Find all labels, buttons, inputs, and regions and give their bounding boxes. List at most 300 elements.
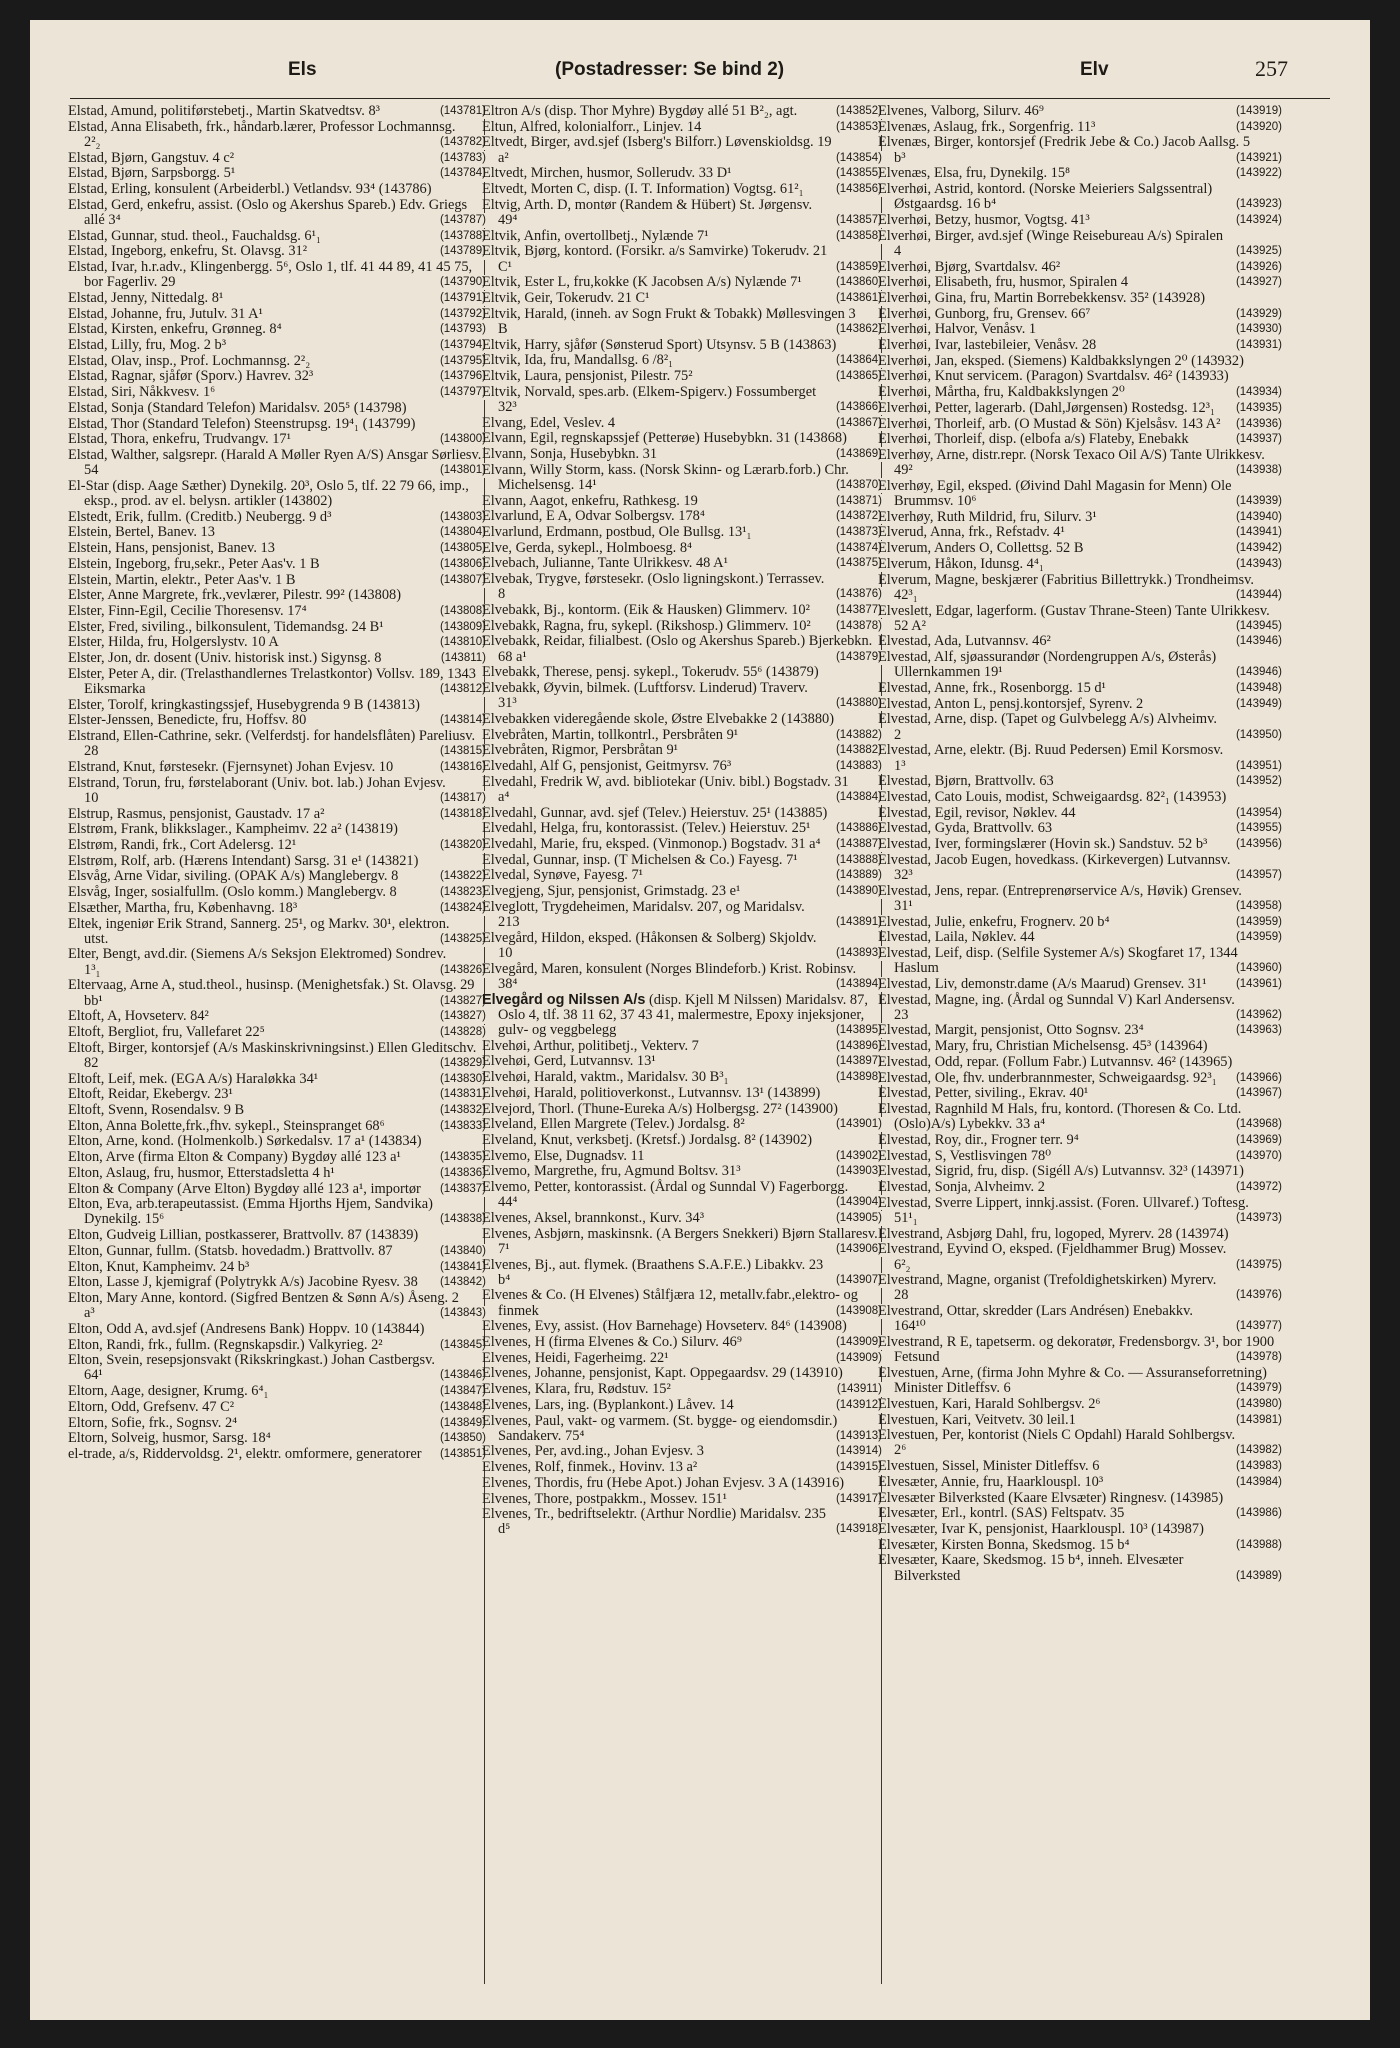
entry-text: Elton, Gudveig Lillian, postkasserer, Brattvollv. 87 (143839) <box>68 1227 419 1244</box>
entry-number: (143860) <box>833 275 882 290</box>
entry-spacer <box>98 790 156 806</box>
entry-text: Elvestad, Sverre Lippert, innkj.assist. (Foren. Ullvaref.) Toftesg. 51¹₁ <box>878 1194 1249 1226</box>
directory-entry <box>68 182 486 197</box>
entry-text: Elverhøi, Birger, avd.sjef (Winge Reisebureau A/s) Spiralen 4 <box>878 227 1224 259</box>
entry-text: Eltvik, Laura, pensjonist, Pilestr. 75² <box>482 367 693 384</box>
directory-entry <box>878 993 1282 1023</box>
entry-number: (143955) <box>1233 821 1282 836</box>
entry-text: Elvehøi, Arthur, politibetj., Vekterv. 7 <box>482 1037 699 1054</box>
directory-entry <box>68 620 486 635</box>
entry-number: (143952) <box>1233 774 1282 789</box>
entry-text: Elvenes, Lars, ing. (Byplankont.) Låvev. 14 <box>482 1396 734 1413</box>
directory-entry <box>68 1150 486 1165</box>
directory-entry <box>68 838 486 853</box>
entry-text: Elvenes, Paul, vakt- og varmem. (St. bygge- og eiendomsdir.) Sandakerv. 75⁴ <box>482 1412 838 1444</box>
directory-entry <box>482 1133 882 1148</box>
entry-spacer <box>313 368 371 384</box>
entry-number: (143883) <box>833 759 882 774</box>
entry-spacer <box>1095 119 1153 135</box>
entry-spacer <box>1124 1505 1182 1521</box>
directory-entry <box>482 541 882 556</box>
entry-number: (143986) <box>1233 1506 1282 1521</box>
column-1 <box>68 104 486 1984</box>
entry-spacer <box>1090 212 1148 228</box>
entry-text: Elstad, Bjørn, Sarpsborgg. 5¹ <box>68 165 236 182</box>
entry-text: Elstad, Amund, politiførstebetj., Martin Skatvedtsv. 8³ <box>68 104 380 119</box>
directory-entry <box>482 1382 882 1397</box>
entry-number: (143849) <box>437 1416 486 1431</box>
directory-entry <box>878 1086 1282 1101</box>
column-2 <box>482 104 882 1984</box>
entry-number: (143922) <box>1233 166 1282 181</box>
entry-number: (143861) <box>833 291 882 306</box>
directory-entry <box>878 525 1282 540</box>
entry-number: (143803) <box>437 510 486 525</box>
entry-text: el-trade, a/s, Riddervoldsg. 2¹, elektr. omformere, generatorer <box>68 1445 422 1462</box>
directory-entry <box>878 275 1282 290</box>
directory-entry <box>482 525 882 540</box>
entry-spacer <box>271 1430 329 1446</box>
entry-text: Elstad, Siri, Nåkkvesv. 1⁶ <box>68 384 216 401</box>
entry-number: (143895) <box>833 1023 882 1038</box>
entry-number: (143832) <box>437 1103 486 1118</box>
entry-spacer <box>295 572 353 588</box>
directory-entry <box>482 1414 882 1444</box>
directory-entry <box>878 1335 1282 1365</box>
entry-spacer <box>234 1399 292 1415</box>
entry-text: Elvestad, Leif, disp. (Selfile Systemer A/s) Skogfaret 17, 1344 Haslum <box>878 944 1238 977</box>
directory-entry <box>878 1242 1282 1272</box>
entry-number: (143904) <box>833 1195 882 1210</box>
entry-text: Elvehøi, Harald, vaktm., Maridalsv. 30 B³₁ <box>482 1069 729 1086</box>
entry-number: (143929) <box>1233 307 1282 322</box>
entry-text: Eltoft, A, Hovseterv. 84² <box>68 1008 209 1025</box>
directory-entry <box>68 510 486 525</box>
entry-spacer <box>1106 680 1164 696</box>
directory-entry <box>878 479 1282 509</box>
entry-number: (143946) <box>1233 634 1282 649</box>
entry-number: (143827) <box>437 994 486 1009</box>
entry-text: Elvenæs, Aslaug, frk., Sorgenfrig. 11³ <box>878 118 1096 135</box>
entry-text: Elstrøm, Frank, blikkslager., Kampheimv. 22 a² (143819) <box>68 821 398 838</box>
entry-spacer <box>996 196 1054 212</box>
directory-entry <box>878 774 1282 789</box>
entry-text: Elverhøi, Gina, fru, Martin Borrebekkensv. 35² (143928) <box>878 289 1206 306</box>
directory-entry <box>68 260 486 290</box>
entry-spacer <box>698 493 756 509</box>
entry-number: (143921) <box>1233 151 1282 166</box>
entry-spacer <box>510 1241 568 1257</box>
directory-entry <box>878 697 1282 712</box>
directory-entry <box>68 525 486 540</box>
entry-spacer <box>296 837 354 853</box>
header-right-guide-word: Elv <box>1080 59 1109 80</box>
entry-spacer <box>215 384 273 400</box>
entry-spacer <box>175 274 233 290</box>
entry-spacer <box>1045 1116 1103 1132</box>
entry-number: (143875) <box>833 556 882 571</box>
entry-number: (143814) <box>437 713 486 728</box>
entry-number: (143918) <box>833 1522 882 1537</box>
entry-spacer <box>1097 509 1155 525</box>
entry-number: (143919) <box>1233 104 1282 119</box>
entry-text: Elvestad, Margit, pensjonist, Otto Sognsv. 23⁴ <box>878 1022 1144 1039</box>
entry-number: (143829) <box>437 1056 486 1071</box>
entry-spacer <box>223 290 281 306</box>
entry-text: Elstad, Johanne, fru, Jutulv. 31 A¹ <box>68 305 263 322</box>
entry-text: Eltorn, Odd, Grefsenv. 47 C² <box>68 1398 235 1415</box>
header-rule <box>70 98 1330 99</box>
entry-text: Elveslett, Edgar, lagerform. (Gustav Thrane-Steen) Tante Ulrikkesv. 52 A² <box>878 602 1270 634</box>
entry-text: Elveland, Ellen Margrete (Telev.) Jordalsg. 8² <box>482 1116 745 1133</box>
entry-spacer <box>918 1210 976 1226</box>
entry-spacer <box>1045 1179 1103 1195</box>
directory-entry <box>68 385 486 400</box>
entry-spacer <box>237 1415 295 1431</box>
entry-spacer <box>95 1305 153 1321</box>
entry-spacer <box>906 1442 964 1458</box>
directory-entry <box>878 120 1282 135</box>
entry-text: Elverhøi, Thorleif, arb. (O Mustad & Sön) Kjelsåsv. 143 A² <box>878 415 1221 432</box>
entry-number: (143824) <box>437 901 486 916</box>
directory-entry <box>482 166 882 181</box>
entry-number: (143835) <box>437 1150 486 1165</box>
entry-spacer <box>918 587 976 603</box>
directory-entry <box>482 1258 882 1288</box>
entry-spacer <box>101 962 159 978</box>
entry-number: (143897) <box>833 1054 882 1069</box>
directory-entry <box>878 837 1282 852</box>
entry-spacer <box>1100 1396 1158 1412</box>
entry-number: (143967) <box>1233 1086 1282 1101</box>
entry-text: Eltvedt, Morten C, disp. (I. T. Information) Vogtsg. 61²₁ <box>482 181 804 198</box>
entry-text: Elvebach, Julianne, Tante Ulrikkesv. 48 A¹ <box>482 555 728 572</box>
directory-entry <box>482 1070 882 1085</box>
directory-entry <box>878 1023 1282 1038</box>
directory-entry <box>68 151 486 166</box>
entry-text: Elstein, Ingeborg, fru,sekr., Peter Aas'v. 1 B <box>68 555 320 572</box>
directory-entry <box>68 354 486 369</box>
entry-text: Elvestad, Bjørn, Brattvollv. 63 <box>878 773 1054 790</box>
directory-entry <box>878 930 1282 945</box>
entry-number: (143789) <box>437 244 486 259</box>
entry-number: (143788) <box>437 229 486 244</box>
entry-number: (143946) <box>1233 665 1282 680</box>
entry-number: (143781) <box>437 104 486 119</box>
entry-spacer <box>505 586 563 602</box>
entry-spacer <box>1044 104 1102 119</box>
entry-number: (143790) <box>437 275 486 290</box>
directory-entry <box>68 1353 486 1383</box>
entry-text: Elvestad, Jacob Eugen, hovedkass. (Kirkevergen) Lutvannsv. 32³ <box>878 851 1231 883</box>
entry-text: Elton & Company (Arve Elton) Bygdøy allé 123 a¹, importør <box>68 1180 421 1197</box>
directory-entry <box>482 728 882 743</box>
entry-spacer <box>697 1459 755 1475</box>
entry-number: (143796) <box>437 369 486 384</box>
entry-text: Elstad, Kirsten, enkefru, Grønneg. 8⁴ <box>68 321 282 338</box>
directory-entry <box>878 1491 1282 1506</box>
entry-text: Elverhøi, Jan, eksped. (Siemens) Kaldbakkslyngen 2⁰ (143932) <box>878 352 1244 369</box>
entry-number: (143876) <box>833 587 882 602</box>
entry-spacer <box>510 1272 568 1288</box>
entry-spacer <box>1125 384 1183 400</box>
entry-spacer <box>233 1086 291 1102</box>
entry-spacer <box>1090 306 1148 322</box>
entry-number: (143959) <box>1233 915 1282 930</box>
entry-spacer <box>742 1334 800 1350</box>
entry-text: Elton, Anna Bolette,frk.,fhv. sykepl., Steinspranget 68⁶ <box>68 1117 385 1134</box>
entry-number: (143956) <box>1233 837 1282 852</box>
directory-entry <box>68 229 486 244</box>
entry-spacer <box>1036 321 1094 337</box>
entry-number: (143825) <box>437 932 486 947</box>
entry-text: Elverhøi, Knut servicem. (Paragon) Svartdalsv. 46² (143933) <box>878 368 1229 385</box>
entry-number: (143872) <box>833 509 882 524</box>
entry-spacer <box>908 1287 966 1303</box>
entry-spacer <box>1143 696 1201 712</box>
entry-text: Elvestrand, Eyvind O, eksped. (Fjeldhammer Brug) Mossev. 6²₂ <box>878 1241 1227 1273</box>
entry-text: Elstrøm, Rolf, arb. (Hærens Intendant) Sarsg. 31 e¹ (143821) <box>68 852 419 869</box>
directory-entry <box>482 1102 882 1117</box>
entry-spacer <box>98 743 156 759</box>
directory-entry <box>68 1338 486 1353</box>
entry-text: Elvenes, Klara, fru, Rødstuv. 15² <box>482 1381 671 1398</box>
entry-spacer <box>263 306 321 322</box>
entry-text: Elvehøi, Harald, politioverkonst., Lutvannsv. 13¹ (143899) <box>482 1084 821 1101</box>
directory-entry <box>68 541 486 556</box>
entry-spacer <box>669 1350 727 1366</box>
directory-entry <box>68 698 486 713</box>
directory-entry <box>482 416 882 431</box>
directory-entry <box>878 681 1282 696</box>
entry-text: Elvestad, Sonja, Alvheimv. 2 <box>878 1179 1045 1196</box>
directory-entry <box>68 901 486 916</box>
entry-number: (143924) <box>1233 213 1282 228</box>
entry-spacer <box>121 212 179 228</box>
entry-spacer <box>657 446 715 462</box>
directory-entry <box>482 931 882 961</box>
entry-number: (143854) <box>833 151 882 166</box>
directory-entry <box>482 291 882 306</box>
entry-text: El-Star (disp. Aage Sæther) Dynekilg. 20³, Oslo 5, tlf. 22 79 66, imp., eksp., prod. av el. belysn. artikler (143802) <box>68 477 469 510</box>
entry-number: (143850) <box>437 1431 486 1446</box>
directory-entry <box>68 369 486 384</box>
entry-text: Elvang, Edel, Veslev. 4 <box>482 414 616 431</box>
entry-number: (143864) <box>833 353 882 368</box>
entry-number: (143960) <box>1233 961 1282 976</box>
directory-entry <box>482 353 882 368</box>
entry-spacer <box>226 337 284 353</box>
entry-text: Elstad, Sonja (Standard Telefon) Maridalsv. 205⁵ (143798) <box>68 399 407 416</box>
entry-number: (143882) <box>833 728 882 743</box>
entry-spacer <box>509 150 567 166</box>
directory-entry <box>878 1475 1282 1490</box>
directory-entry <box>878 182 1282 212</box>
entry-text: Eltorn, Sofie, frk., Sognsv. 2⁴ <box>68 1414 238 1431</box>
entry-number: (143942) <box>1233 541 1282 556</box>
entry-spacer <box>643 867 701 883</box>
directory-entry <box>68 635 486 650</box>
entry-text: Eltvig, Arth. D, montør (Randem & Hübert) St. Jørgensv. 49⁴ <box>482 196 813 228</box>
entry-text: Elvann, Aagot, enkefru, Rathkesg. 19 <box>482 492 698 509</box>
entry-text: Elvestad, Cato Louis, modist, Schweigaardsg. 82²₁ (143953) <box>878 788 1227 805</box>
entry-number: (143833) <box>437 1119 486 1134</box>
entry-spacer <box>940 1349 998 1365</box>
directory-entry <box>878 1273 1282 1303</box>
entry-text: Elvemo, Else, Dugnadsv. 11 <box>482 1147 645 1164</box>
entry-text: Elster, Finn-Egil, Cecilie Thoresensv. 17⁴ <box>68 603 307 619</box>
entry-number: (143930) <box>1233 322 1282 337</box>
entry-text: Elvarlund, Erdmann, postbud, Ole Bullsg. 13¹₁ <box>482 523 752 540</box>
entry-text: Elvann, Sonja, Husebybkn. 31 <box>482 445 658 462</box>
entry-number: (143940) <box>1233 510 1282 525</box>
entry-spacer <box>512 945 570 961</box>
entry-text: Elstad, Bjørn, Gangstuv. 4 c² <box>68 149 235 166</box>
directory-entry <box>68 885 486 900</box>
entry-spacer <box>692 540 750 556</box>
entry-spacer <box>644 1148 702 1164</box>
entry-number: (143856) <box>833 182 882 197</box>
directory-entry <box>68 1166 486 1181</box>
directory-entry <box>482 244 882 274</box>
directory-entry <box>878 135 1282 165</box>
entry-spacer <box>731 758 789 774</box>
entry-text: Elvenæs, Birger, kontorsjef (Fredrik Jebe & Co.) Jacob Aallsg. 5 b³ <box>878 134 1251 166</box>
entry-text: Elvestad, Arne, disp. (Tapet og Gulvbelegg A/s) Alvheimv. 2 <box>878 711 1217 743</box>
directory-entry <box>68 1103 486 1118</box>
entry-number: (143805) <box>437 541 486 556</box>
entry-number: (143978) <box>1233 1350 1282 1365</box>
entry-number: (143941) <box>1233 525 1282 540</box>
directory-entry <box>68 588 486 603</box>
entry-spacer <box>146 681 204 697</box>
entry-spacer <box>906 150 964 166</box>
entry-number: (143943) <box>1233 557 1282 572</box>
entry-spacer <box>269 1383 327 1399</box>
entry-text: Eltvik, Anfin, overtollbetj., Nylænde 7¹ <box>482 227 709 244</box>
entry-text: Elstrup, Rasmus, pensjonist, Gaustadv. 17 a² <box>68 805 325 822</box>
directory-entry <box>482 712 882 727</box>
entry-number: (143812) <box>437 682 486 697</box>
directory-entry <box>482 821 882 836</box>
entry-spacer <box>701 119 759 135</box>
entry-number: (143983) <box>1233 1459 1282 1474</box>
entry-spacer <box>705 508 763 524</box>
entry-spacer <box>282 321 340 337</box>
entry-text: Elvestrand, Ottar, skredder (Lars Andrésen) Enebakkv. 164¹⁰ <box>878 1303 1193 1335</box>
page-number: 257 <box>1255 56 1288 81</box>
directory-entry <box>68 667 486 697</box>
entry-spacer <box>731 165 789 181</box>
directory-entry <box>878 448 1282 478</box>
entry-number: (143905) <box>833 1211 882 1226</box>
entry-text: Elton, Knut, Kampheimv. 24 b³ <box>68 1258 250 1275</box>
entry-number: (143831) <box>437 1087 486 1102</box>
entry-spacer <box>913 898 971 914</box>
directory-entry <box>482 759 882 774</box>
directory-entry <box>878 884 1282 914</box>
entry-number: (143951) <box>1233 759 1282 774</box>
entry-spacer <box>384 619 442 635</box>
entry-text: Elstrand, Ellen-Cathrine, sekr. (Velferdstj. for handelsflåten) Pareliusv. 28 <box>68 728 476 760</box>
entry-number: (143843) <box>437 1306 486 1321</box>
entry-text: Elvesæter, Kaare, Skedsmog. 15 b⁴, inneh. Elvesæter Bilverksted <box>878 1552 1184 1584</box>
entry-text: Elvedahl, Gunnar, avd. sjef (Telev.) Heierstuv. 25¹ (143885) <box>482 804 828 821</box>
entry-text: Elvebakk, Bj., kontorm. (Eik & Hausken) Glimmerv. 10² <box>482 602 810 618</box>
entry-text: Elvenæs, Elsa, fru, Dynekilg. 15⁸ <box>878 165 1071 182</box>
entry-spacer <box>103 1367 161 1383</box>
entry-number: (143890) <box>833 884 882 899</box>
directory-entry <box>878 1538 1282 1553</box>
directory-entry <box>482 1444 882 1459</box>
entry-spacer <box>1128 274 1186 290</box>
directory-entry <box>878 1102 1282 1132</box>
directory-entry <box>68 1182 486 1197</box>
entry-text: Elvemo, Margrethe, fru, Agmund Boltsv. 31³ <box>482 1163 741 1180</box>
entry-spacer <box>1054 773 1112 789</box>
entry-text: Eltoft, Svenn, Rosendalsv. 9 B <box>68 1102 245 1118</box>
entry-text: Elvestad, Iver, formingslærer (Hovin sk.) Sandstuv. 52 b³ <box>878 836 1208 853</box>
directory-entry <box>878 1227 1282 1242</box>
entry-text: Eltoft, Bergliot, fru, Vallefaret 22⁵ <box>68 1023 265 1040</box>
entry-spacer <box>939 960 997 976</box>
entry-spacer <box>307 243 365 259</box>
entry-number: (143852) <box>833 104 882 119</box>
entry-text: Elvebråten, Martin, tollkontrl., Persbråten 9¹ <box>482 726 739 743</box>
entry-number: (143926) <box>1233 260 1282 275</box>
entry-text: Eltorn, Solveig, husmor, Sarsg. 18⁴ <box>68 1430 271 1447</box>
entry-text: Eltvik, Geir, Tokerudv. 21 C¹ <box>482 289 650 306</box>
entry-spacer <box>509 789 567 805</box>
entry-spacer <box>1096 337 1154 353</box>
directory-entry <box>878 790 1282 805</box>
entry-spacer <box>234 150 292 166</box>
directory-entry <box>68 651 486 666</box>
entry-text: Eltvedt, Birger, avd.sjef (Isberg's Bilforr.) Løvenskioldsg. 19 a² <box>482 134 832 166</box>
entry-text: Eltoft, Birger, kontorsjef (A/s Maskinskrivningsinst.) Ellen Gleditschv. 82 <box>68 1039 477 1071</box>
entry-text: Elvesæter, Ivar K, pensjonist, Haarklouspl. 10³ (143987) <box>878 1520 1204 1537</box>
entry-number: (143984) <box>1233 1475 1282 1490</box>
entry-number: (143784) <box>437 166 486 181</box>
entry-text: Elstad, Anna Elisabeth, frk., håndarb.lærer, Professor Lochmannsg. 2²₂ <box>68 118 456 150</box>
entry-number: (143822) <box>437 869 486 884</box>
entry-text: Elvestrand, R E, tapetserm. og dekoratør, Fredensborgv. 3¹, bor 1900 Fetsund <box>878 1334 1275 1366</box>
directory-entry <box>482 182 882 197</box>
entry-spacer <box>1076 805 1134 821</box>
entry-spacer <box>911 1257 969 1273</box>
entry-number: (143847) <box>437 1384 486 1399</box>
entry-number: (143857) <box>833 213 882 228</box>
entry-number: (143878) <box>833 619 882 634</box>
entry-text: Eltorn, Aage, designer, Krumg. 6⁴₁ <box>68 1383 269 1400</box>
entry-text: Elvenes, Tr., bedriftselektr. (Arthur Nordlie) Maridalsv. 235 d⁵ <box>482 1506 826 1538</box>
entry-number: (143936) <box>1233 417 1282 432</box>
entry-text: Elvestuen, Arne, (firma John Myhre & Co. — Assuranseforretning) Minister Ditleffsv. 6 <box>878 1364 1267 1397</box>
entry-spacer <box>1129 1537 1187 1553</box>
entry-text: Elstein, Hans, pensjonist, Banev. 13 <box>68 540 275 557</box>
entry-text: Eltoft, Leif, mek. (EGA A/s) Haraløkka 34¹ <box>68 1070 319 1087</box>
entry-text: Elvestad, Sigrid, fru, disp. (Sigéll A/s) Lutvannsv. 32³ (143971) <box>878 1163 1244 1180</box>
entry-text: Elverhøi, Elisabeth, fru, husmor, Spiralen 4 <box>878 274 1129 291</box>
entry-number: (143870) <box>833 478 882 493</box>
entry-text: Elvejord, Thorl. (Thune-Eureka A/s) Holbergsg. 27² (143900) <box>482 1100 838 1117</box>
directory-entry <box>68 760 486 775</box>
entry-number: (143920) <box>1233 120 1282 135</box>
directory-entry <box>68 1400 486 1415</box>
entry-text: Elster, Anne Margrete, frk.,vevlærer, Pilestr. 99² (143808) <box>68 587 402 604</box>
entry-number: (143896) <box>833 1039 882 1054</box>
directory-entry <box>482 229 882 244</box>
